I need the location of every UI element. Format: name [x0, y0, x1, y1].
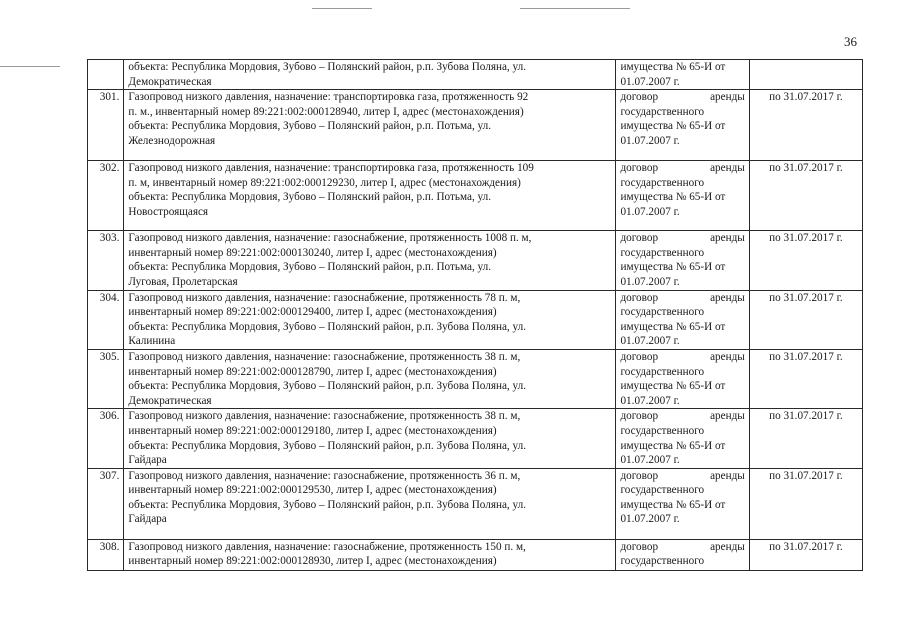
- basis-word: аренды: [710, 469, 745, 482]
- description-cell: [124, 90, 616, 161]
- basis-line: имущества № 65-И от: [620, 498, 726, 511]
- description-cell: [124, 409, 616, 468]
- description-line: Газопровод низкого давления, назначение: газоснабжение, протяженность 78 п. м,: [128, 291, 521, 304]
- description-line: объекта: Республика Мордовия, Зубово – Полянский район, р.п. Зубова Поляна, ул.: [128, 439, 526, 452]
- basis-word: аренды: [710, 540, 745, 553]
- basis-cell: [616, 231, 749, 290]
- description-line: п. м, инвентарный номер 89:221:002:000129230, литер I, адрес (местонахождения): [128, 176, 521, 189]
- description-line: инвентарный номер 89:221:002:000128930, литер I, адрес (местонахождения): [128, 555, 497, 568]
- description-line: инвентарный номер 89:221:002:000129180, литер I, адрес (местонахождения): [128, 424, 497, 437]
- description-line: инвентарный номер 89:221:002:000128790, литер I, адрес (местонахождения): [128, 365, 497, 378]
- basis-line: государственного: [620, 424, 705, 437]
- basis-first-line: [620, 161, 744, 176]
- basis-cell: [616, 60, 749, 90]
- row-number-cell: 304.: [88, 290, 124, 349]
- description-line: объекта: Республика Мордовия, Зубово – Полянский район, р.п. Потьма, ул.: [128, 191, 492, 204]
- basis-cell: [616, 90, 749, 161]
- table-row: [88, 539, 863, 570]
- basis-line: государственного: [620, 176, 705, 189]
- description-line: Гайдара: [128, 454, 167, 467]
- term-cell: по 31.07.2017 г.: [749, 290, 862, 349]
- row-number-cell: [88, 60, 124, 90]
- term-cell: по 31.07.2017 г.: [749, 161, 862, 231]
- basis-word: аренды: [710, 350, 745, 363]
- basis-first-line: [620, 90, 744, 105]
- table-row: [88, 161, 863, 231]
- table-row: [88, 409, 863, 468]
- basis-line: государственного: [620, 555, 705, 568]
- row-number-cell: 306.: [88, 409, 124, 468]
- basis-word: аренды: [710, 232, 745, 245]
- basis-line: государственного: [620, 105, 705, 118]
- basis-line: государственного: [620, 246, 705, 259]
- basis-line: государственного: [620, 306, 705, 319]
- description-cell: [124, 60, 616, 90]
- scan-artifact-top: [520, 8, 630, 9]
- basis-word: аренды: [710, 410, 745, 423]
- basis-line: имущества № 65-И от: [620, 61, 726, 73]
- description-line: Газопровод низкого давления, назначение: газоснабжение, протяженность 38 п. м,: [128, 350, 521, 363]
- scan-artifact-left: [0, 66, 60, 67]
- row-number-cell: 303.: [88, 231, 124, 290]
- table-row: [88, 60, 863, 90]
- basis-word: аренды: [710, 91, 745, 104]
- row-number-cell: 301.: [88, 90, 124, 161]
- basis-first-line: [620, 540, 744, 555]
- basis-line: 01.07.2007 г.: [620, 513, 680, 526]
- basis-line: государственного: [620, 484, 705, 497]
- basis-word: аренды: [710, 162, 745, 175]
- basis-line: имущества № 65-И от: [620, 439, 726, 452]
- basis-word: аренды: [710, 291, 745, 304]
- basis-word: договор: [620, 540, 659, 553]
- basis-cell: [616, 290, 749, 349]
- description-line: п. м., инвентарный номер 89:221:002:000128940, литер I, адрес (местонахождения): [128, 105, 524, 118]
- term-cell: по 31.07.2017 г.: [749, 539, 862, 570]
- property-registry-table: [87, 59, 863, 571]
- description-line: Газопровод низкого давления, назначение: газоснабжение, протяженность 150 п. м,: [128, 540, 526, 553]
- basis-line: 01.07.2007 г.: [620, 335, 680, 348]
- description-line: Гайдара: [128, 513, 167, 526]
- description-line: Демократическая: [128, 394, 212, 407]
- term-cell: по 31.07.2017 г.: [749, 409, 862, 468]
- description-line: Калинина: [128, 335, 176, 348]
- description-line: Газопровод низкого давления, назначение: газоснабжение, протяженность 38 п. м,: [128, 410, 521, 423]
- description-line: объекта: Республика Мордовия, Зубово – Полянский район, р.п. Зубова Поляна, ул.: [128, 61, 526, 73]
- basis-cell: [616, 539, 749, 570]
- description-cell: [124, 161, 616, 231]
- basis-line: 01.07.2007 г.: [620, 275, 680, 288]
- table-row: [88, 290, 863, 349]
- term-cell: по 31.07.2017 г.: [749, 231, 862, 290]
- description-cell: [124, 468, 616, 539]
- basis-word: договор: [620, 350, 659, 363]
- description-line: Газопровод низкого давления, назначение: газоснабжение, протяженность 1008 п. м,: [128, 232, 532, 245]
- row-number-cell: 305.: [88, 349, 124, 408]
- description-line: объекта: Республика Мордовия, Зубово – Полянский район, р.п. Зубова Поляна, ул.: [128, 380, 526, 393]
- basis-word: договор: [620, 162, 659, 175]
- basis-first-line: [620, 409, 744, 424]
- term-cell: по 31.07.2017 г.: [749, 349, 862, 408]
- basis-line: имущества № 65-И от: [620, 191, 726, 204]
- description-line: объекта: Республика Мордовия, Зубово – Полянский район, р.п. Потьма, ул.: [128, 261, 492, 274]
- basis-first-line: [620, 350, 744, 365]
- basis-cell: [616, 468, 749, 539]
- table-row: [88, 468, 863, 539]
- basis-line: имущества № 65-И от: [620, 261, 726, 274]
- description-line: инвентарный номер 89:221:002:000129400, литер I, адрес (местонахождения): [128, 306, 497, 319]
- basis-line: государственного: [620, 365, 705, 378]
- description-line: Газопровод низкого давления, назначение: транспортировка газа, протяженность 92: [128, 91, 529, 104]
- basis-line: 01.07.2007 г.: [620, 394, 680, 407]
- table-row: [88, 349, 863, 408]
- page-number: 36: [844, 34, 857, 49]
- basis-first-line: [620, 291, 744, 306]
- basis-word: договор: [620, 91, 659, 104]
- basis-line: 01.07.2007 г.: [620, 75, 680, 88]
- description-line: объекта: Республика Мордовия, Зубово – Полянский район, р.п. Зубова Поляна, ул.: [128, 498, 526, 511]
- row-number-cell: 307.: [88, 468, 124, 539]
- row-number-cell: 302.: [88, 161, 124, 231]
- basis-word: договор: [620, 469, 659, 482]
- basis-word: договор: [620, 410, 659, 423]
- term-cell: по 31.07.2017 г.: [749, 468, 862, 539]
- basis-line: имущества № 65-И от: [620, 120, 726, 133]
- description-line: инвентарный номер 89:221:002:000130240, литер I, адрес (местонахождения): [128, 246, 497, 259]
- basis-first-line: [620, 469, 744, 484]
- description-line: Газопровод низкого давления, назначение: транспортировка газа, протяженность 109: [128, 162, 534, 175]
- scan-artifact-top: [312, 8, 372, 9]
- basis-line: 01.07.2007 г.: [620, 205, 680, 218]
- description-cell: [124, 349, 616, 408]
- description-line: Газопровод низкого давления, назначение: газоснабжение, протяженность 36 п. м,: [128, 469, 521, 482]
- description-line: объекта: Республика Мордовия, Зубово – Полянский район, р.п. Зубова Поляна, ул.: [128, 320, 526, 333]
- basis-cell: [616, 161, 749, 231]
- row-number-cell: 308.: [88, 539, 124, 570]
- description-line: Луговая, Пролетарская: [128, 275, 238, 288]
- description-line: Железнодорожная: [128, 134, 216, 147]
- basis-cell: [616, 349, 749, 408]
- description-line: Демократическая: [128, 75, 212, 88]
- description-line: Новостроящаяся: [128, 205, 209, 218]
- basis-line: имущества № 65-И от: [620, 320, 726, 333]
- table-row: [88, 231, 863, 290]
- basis-first-line: [620, 231, 744, 246]
- basis-line: 01.07.2007 г.: [620, 134, 680, 147]
- description-line: объекта: Республика Мордовия, Зубово – Полянский район, р.п. Потьма, ул.: [128, 120, 492, 133]
- description-cell: [124, 290, 616, 349]
- basis-word: договор: [620, 291, 659, 304]
- basis-word: договор: [620, 232, 659, 245]
- term-cell: по 31.07.2017 г.: [749, 90, 862, 161]
- basis-line: имущества № 65-И от: [620, 380, 726, 393]
- basis-line: 01.07.2007 г.: [620, 454, 680, 467]
- table-row: [88, 90, 863, 161]
- description-line: инвентарный номер 89:221:002:000129530, литер I, адрес (местонахождения): [128, 484, 497, 497]
- basis-cell: [616, 409, 749, 468]
- description-cell: [124, 231, 616, 290]
- term-cell: [749, 60, 862, 90]
- description-cell: [124, 539, 616, 570]
